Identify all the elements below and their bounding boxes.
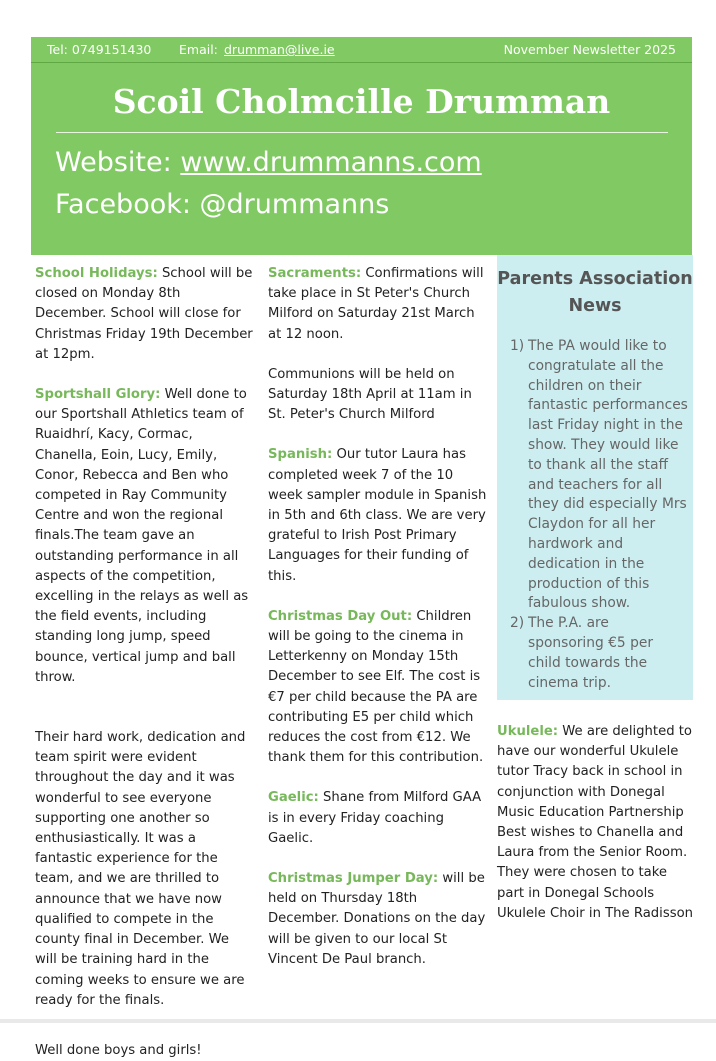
sportshall-heading: Sportshall Glory: xyxy=(35,387,161,403)
email-label: Email: xyxy=(179,42,218,57)
jumper-day-text: will be held on Thursday 18th December. Donations on the day will be given to our local St Vincent De Paul branch. xyxy=(268,871,486,967)
sacraments-text: Confirmations will take place in St Peter's Church Milford on Saturday 21st March at 12 noon. xyxy=(268,266,484,342)
jumper-day-item xyxy=(268,869,488,970)
communions-paragraph: Communions will be held on Saturday 18th April at 11am in St. Peter's Church Milford xyxy=(268,366,472,423)
sportshall-item xyxy=(35,385,253,688)
holidays-item xyxy=(35,264,253,365)
pa-news-item xyxy=(510,614,688,693)
sacraments-item xyxy=(268,264,488,345)
facebook-line: Facebook: @drummanns xyxy=(55,189,390,220)
ukulele-item xyxy=(497,722,695,924)
pa-item-text: The P.A. are sponsoring €5 per child towards the cinema trip. xyxy=(528,615,654,691)
column-middle xyxy=(268,264,488,970)
sportshall-text: Well done to our Sportshall Athletics team of Ruaidhrí, Kacy, Cormac, Chanella, Eoin, Lucy, Emily, Conor, Rebecca and Ben who competed in Ray Community Centre and won the regional finals.The team gave an outstanding performance in all aspects of the competition, excelling in the relays as well as the field events, including standing long jump, speed bounce, vertical jump and ball throw. xyxy=(35,387,249,685)
spanish-heading: Spanish: xyxy=(268,447,333,463)
sacraments-heading: Sacraments: xyxy=(268,266,362,281)
newsletter-issue: November Newsletter 2025 xyxy=(503,42,676,57)
ukulele-heading: Ukulele: xyxy=(497,724,559,739)
pa-item-number: 2) xyxy=(510,615,525,632)
christmas-day-out-text: Children will be going to the cinema in Letterkenny on Monday 15th December to see Elf. The cost is €7 per child because the PA are contributing E5 per child which reduces the cost from €12. We thank them for this contribution. xyxy=(268,608,484,766)
christmas-day-out-item xyxy=(268,607,488,769)
header-divider xyxy=(56,132,668,133)
school-name: Scoil Cholmcille Drumman xyxy=(112,82,611,121)
gaelic-item xyxy=(268,788,488,849)
spanish-item xyxy=(268,445,488,586)
phone-number: Tel: 0749151430 xyxy=(47,42,152,57)
website-label: Website: xyxy=(55,147,172,178)
header-banner xyxy=(31,37,692,255)
hard-work-paragraph: Their hard work, dedication and team spirit were evident throughout the day and it was wonderful to see everyone supporting one another so enthusiastically. It was a fantastic experience for the team, and we are thrilled to announce that we have now qualified to compete in the county final in December. We will be training hard in the coming weeks to ensure we are ready for the finals. xyxy=(35,730,246,1008)
pa-news-item xyxy=(510,337,688,614)
pa-item-text: The PA would like to congratulate all the children on their fantastic performances last Friday night in the show. They would like to thank all the staff and teachers for all they did especially Mrs Claydon for all her hardwork and dedication in the production of this fabulous show. xyxy=(528,338,688,612)
website-line xyxy=(55,147,482,178)
column-left xyxy=(35,264,253,1061)
jumper-day-heading: Christmas Jumper Day: xyxy=(268,871,439,887)
pa-item-number: 1) xyxy=(510,338,525,354)
gaelic-heading: Gaelic: xyxy=(268,790,319,806)
email-link[interactable]: drumman@live.ie xyxy=(224,42,335,57)
column-right xyxy=(497,722,695,924)
holidays-text: School will be closed on Monday 8th December. School will close for Christmas Friday 19th December at 12pm. xyxy=(35,266,253,362)
gaelic-text: Shane from Milford GAA is in every Friday coaching Gaelic. xyxy=(268,790,482,846)
website-link[interactable]: www.drummanns.com xyxy=(180,147,482,178)
pa-news-title: Parents Association News xyxy=(497,269,693,316)
pa-news-list xyxy=(510,337,688,693)
christmas-day-out-heading: Christmas Day Out: xyxy=(268,608,413,624)
holidays-heading: School Holidays: xyxy=(35,266,158,281)
contact-bar xyxy=(31,37,692,63)
spanish-text: Our tutor Laura has completed week 7 of the 10 week sampler module in Spanish in 5th and 6th class. We are very grateful to Irish Post Primary Languages for their funding of this. xyxy=(268,447,487,584)
page-bottom-edge xyxy=(0,1019,716,1023)
ukulele-text: We are delighted to have our wonderful Ukulele tutor Tracy back in school in conjunction with Donegal Music Education Partnership Best wishes to Chanella and Laura from the Senior Room. They were chosen to take part in Donegal Schools Ukulele Choir in The Radisson xyxy=(497,724,693,921)
well-done-line: Well done boys and girls! xyxy=(35,1042,202,1058)
